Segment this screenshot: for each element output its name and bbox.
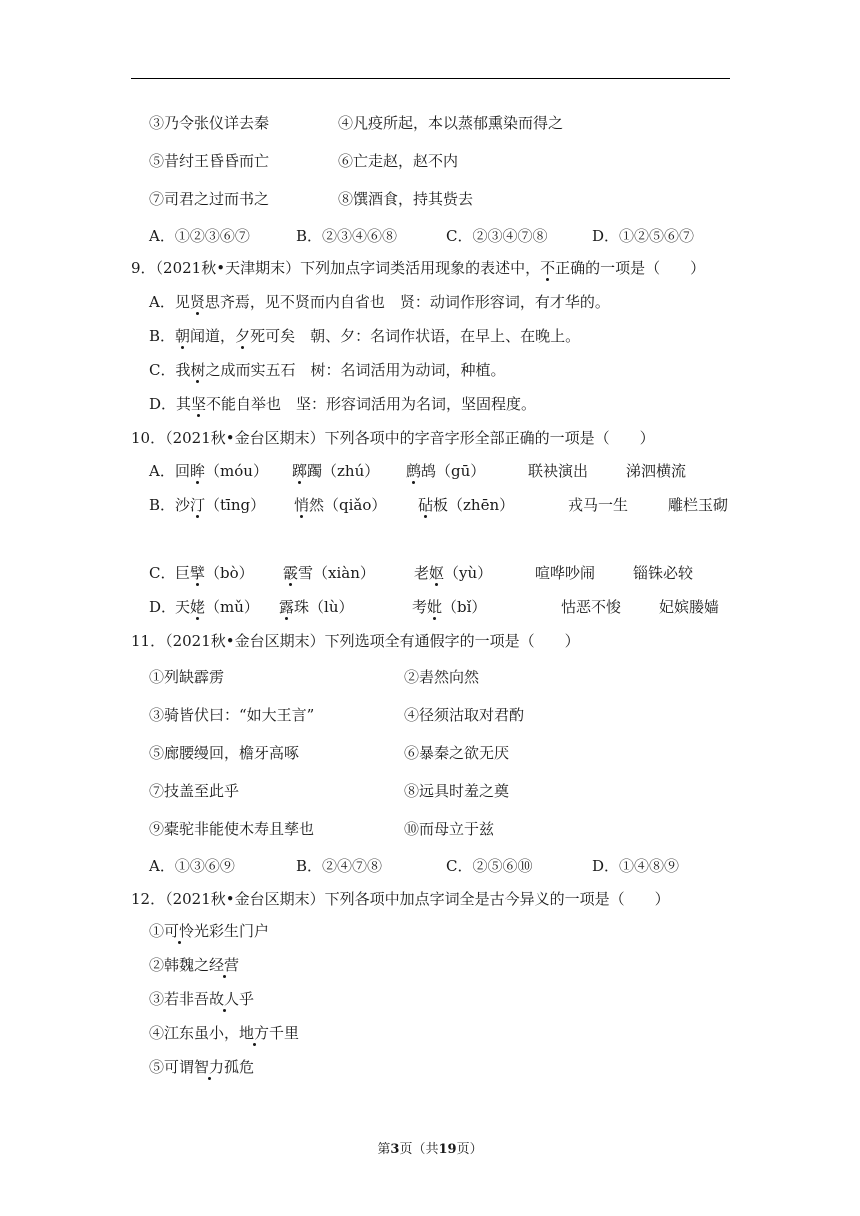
q11-item-6: ⑥暴秦之欲无厌	[404, 744, 510, 762]
q10-dotted-char: 汀	[190, 496, 206, 514]
q10-dotted-char: 砧	[418, 496, 434, 514]
q10-dotted-char: 露	[279, 598, 295, 616]
q11-item-3: ③骑皆伏曰：“如大王言”	[149, 706, 315, 724]
q10-pinyin: （mǔ）	[205, 598, 259, 616]
footer-text: 页）	[456, 1142, 483, 1157]
q10-d-item-4: 怙恶不悛	[561, 598, 622, 616]
q11-item-4: ④径须沽取对君酌	[404, 706, 525, 724]
q11-item-2: ②砉然向然	[404, 668, 480, 686]
q9-d-pre: D．其	[149, 395, 192, 413]
q11-item-1: ①列缺霹雳	[149, 668, 225, 686]
q10-c-item-1	[175, 563, 254, 583]
page-number: 3	[390, 1142, 400, 1157]
q10-dotted-char: 姥	[190, 598, 206, 616]
q12-item-1	[149, 921, 269, 941]
q11-item-10: ⑩而母立于兹	[404, 820, 495, 838]
footer-text: 页（共	[399, 1142, 439, 1157]
q8-item-8: ⑧馔酒食，持其赀去	[338, 190, 474, 208]
q10-pinyin: （yù）	[444, 564, 493, 582]
q10-text: 天	[175, 598, 191, 616]
q12-text: ②韩魏之	[149, 956, 210, 974]
q12-text: ⑤可谓	[149, 1058, 195, 1076]
q8-option-b: B．②③④⑥⑧	[296, 227, 398, 245]
q12-text: ③若非吾	[149, 990, 210, 1008]
q11-item-8: ⑧远具时羞之奠	[404, 782, 510, 800]
q8-option-a: A．①②③⑥⑦	[149, 227, 250, 245]
q9-a-dotted: 贤	[189, 293, 205, 311]
header-rule	[131, 78, 730, 79]
q10-pinyin: 板（zhēn）	[433, 496, 515, 514]
page-footer	[0, 1138, 860, 1157]
q12-item-3	[149, 989, 254, 1009]
q12-text: ④江东虽小，	[149, 1024, 240, 1042]
q12-text: 孤危	[224, 1058, 255, 1076]
q10-c-item-4: 喧哗吵闹	[535, 564, 596, 582]
page-total: 19	[438, 1142, 457, 1157]
q9-b-dotted-2: 夕	[235, 327, 251, 345]
q9-d-post: 不能自举也 坚：形容词活用为名词，坚固程度。	[206, 395, 537, 413]
q8-option-c: C．②③④⑦⑧	[446, 227, 548, 245]
q10-a-label: A．	[149, 462, 175, 480]
q10-dotted-char: 眸	[190, 462, 206, 480]
q11-item-5: ⑤廊腰缦回，檐牙高啄	[149, 744, 300, 762]
q10-dotted-char: 霰	[283, 564, 299, 582]
q10-b-label: B．	[149, 496, 176, 514]
q10-c-item-5: 锱铢必较	[633, 564, 694, 582]
q12-item-5	[149, 1057, 254, 1077]
q11-option-c: C．②⑤⑥⑩	[446, 857, 533, 875]
q8-item-3: ③乃令张仪详去秦	[149, 114, 270, 132]
q12-dotted: 经营	[209, 956, 240, 974]
q12-text: ①	[149, 922, 165, 940]
q10-text: 巨	[175, 564, 191, 582]
q10-text: 考	[412, 598, 428, 616]
q12-text: 乎	[239, 990, 255, 1008]
q11-option-d: D．①④⑧⑨	[592, 857, 680, 875]
q11-option-b: B．②④⑦⑧	[296, 857, 383, 875]
q10-b-item-4: 戎马一生	[568, 496, 629, 514]
q10-pinyin: 躅（zhú）	[307, 462, 380, 480]
q10-dotted-char: 踯	[292, 462, 308, 480]
q12-item-4	[149, 1023, 299, 1043]
q10-dotted-char: 鹧	[406, 462, 422, 480]
q10-c-item-2	[283, 563, 375, 583]
q9-stem-text-end: 正确的一项是（ ）	[555, 259, 706, 277]
q12-text: 千里	[269, 1024, 300, 1042]
q8-option-d: D．①②⑤⑥⑦	[592, 227, 695, 245]
q9-a-post: 思齐焉，见不贤而内自省也 贤：动词作形容词，有才华的。	[204, 293, 610, 311]
q10-b-item-2	[294, 495, 386, 515]
q9-c-post: 之成而实五石 树：名词活用为动词，种植。	[205, 361, 506, 379]
q8-item-6: ⑥亡走赵，赵不内	[338, 152, 459, 170]
q10-a-item-5: 涕泗横流	[626, 462, 687, 480]
q10-b-item-1	[175, 495, 265, 515]
q10-pinyin: 雪（xiàn）	[298, 564, 375, 582]
footer-text: 第	[377, 1142, 391, 1157]
q9-c-dotted: 树	[190, 361, 206, 379]
q10-dotted-char: 悄	[294, 496, 310, 514]
q12-item-2	[149, 955, 239, 975]
q9-d-dotted: 坚	[191, 395, 207, 413]
q10-d-label: D．	[149, 598, 177, 616]
q10-c-item-3	[414, 563, 492, 583]
q12-stem: 12．（2021秋•金台区期末）下列各项中加点字词全是古今异义的一项是（ ）	[131, 890, 670, 908]
q9-option-d	[149, 394, 536, 414]
q9-option-c	[149, 360, 506, 380]
q10-a-item-3	[406, 461, 485, 481]
q10-dotted-char: 妪	[429, 564, 445, 582]
q10-d-item-5: 妃嫔媵嫱	[659, 598, 720, 616]
q10-text: 回	[175, 462, 191, 480]
q10-a-item-4: 联袂演出	[528, 462, 589, 480]
q10-pinyin: （bò）	[205, 564, 254, 582]
q10-pinyin: 然（qiǎo）	[309, 496, 387, 514]
q10-d-item-1	[175, 597, 259, 617]
q9-a-pre: A．见	[149, 293, 190, 311]
q10-pinyin: 鸪（gū）	[421, 462, 486, 480]
q8-item-7: ⑦司君之过而书之	[149, 190, 270, 208]
q9-stem-emphasis: 不	[540, 259, 556, 277]
q9-option-b	[149, 326, 580, 346]
q9-stem-text: 9．（2021秋•天津期末）下列加点字词类活用现象的表述中，	[131, 259, 541, 277]
q8-item-5: ⑤昔纣王昏昏而亡	[149, 152, 270, 170]
q12-text: 光彩生门户	[194, 922, 270, 940]
q10-a-item-1	[175, 461, 268, 481]
q10-b-item-3	[418, 495, 514, 515]
q10-c-label: C．	[149, 564, 176, 582]
q10-pinyin: （bǐ）	[442, 598, 487, 616]
q9-stem	[131, 258, 705, 278]
q10-dotted-char: 擘	[190, 564, 206, 582]
q9-b-post: 死可矣 朝、夕：名词作状语，在早上、在晚上。	[250, 327, 581, 345]
q10-text: 老	[414, 564, 430, 582]
q9-option-a	[149, 292, 610, 312]
q12-dotted: 智力	[194, 1058, 225, 1076]
q10-a-item-2	[292, 461, 379, 481]
q10-d-item-3	[412, 597, 486, 617]
q12-dotted: 可怜	[164, 922, 195, 940]
q9-b-dotted-1: 朝	[175, 327, 191, 345]
q10-pinyin: （tīng）	[205, 496, 266, 514]
q11-item-7: ⑦技盖至此乎	[149, 782, 240, 800]
q9-b-mid: 闻道，	[190, 327, 236, 345]
q10-text: 沙	[175, 496, 191, 514]
q10-b-item-5: 雕栏玉砌	[668, 496, 729, 514]
q10-pinyin: （móu）	[205, 462, 268, 480]
q11-item-9: ⑨橐驼非能使木寿且孳也	[149, 820, 315, 838]
q11-option-a: A．①③⑥⑨	[149, 857, 235, 875]
q12-dotted: 故人	[209, 990, 240, 1008]
q10-stem: 10．（2021秋•金台区期末）下列各项中的字音字形全部正确的一项是（ ）	[131, 429, 655, 447]
q10-pinyin: 珠（lù）	[294, 598, 354, 616]
q10-dotted-char: 妣	[427, 598, 443, 616]
q9-b-pre: B．	[149, 327, 176, 345]
q8-item-4: ④凡疫所起，本以蒸郁熏染而得之	[338, 114, 564, 132]
q11-stem: 11．（2021秋•金台区期末）下列选项全有通假字的一项是（ ）	[131, 632, 580, 650]
q9-c-pre: C．我	[149, 361, 191, 379]
q12-dotted: 地方	[239, 1024, 270, 1042]
q10-d-item-2	[279, 597, 353, 617]
